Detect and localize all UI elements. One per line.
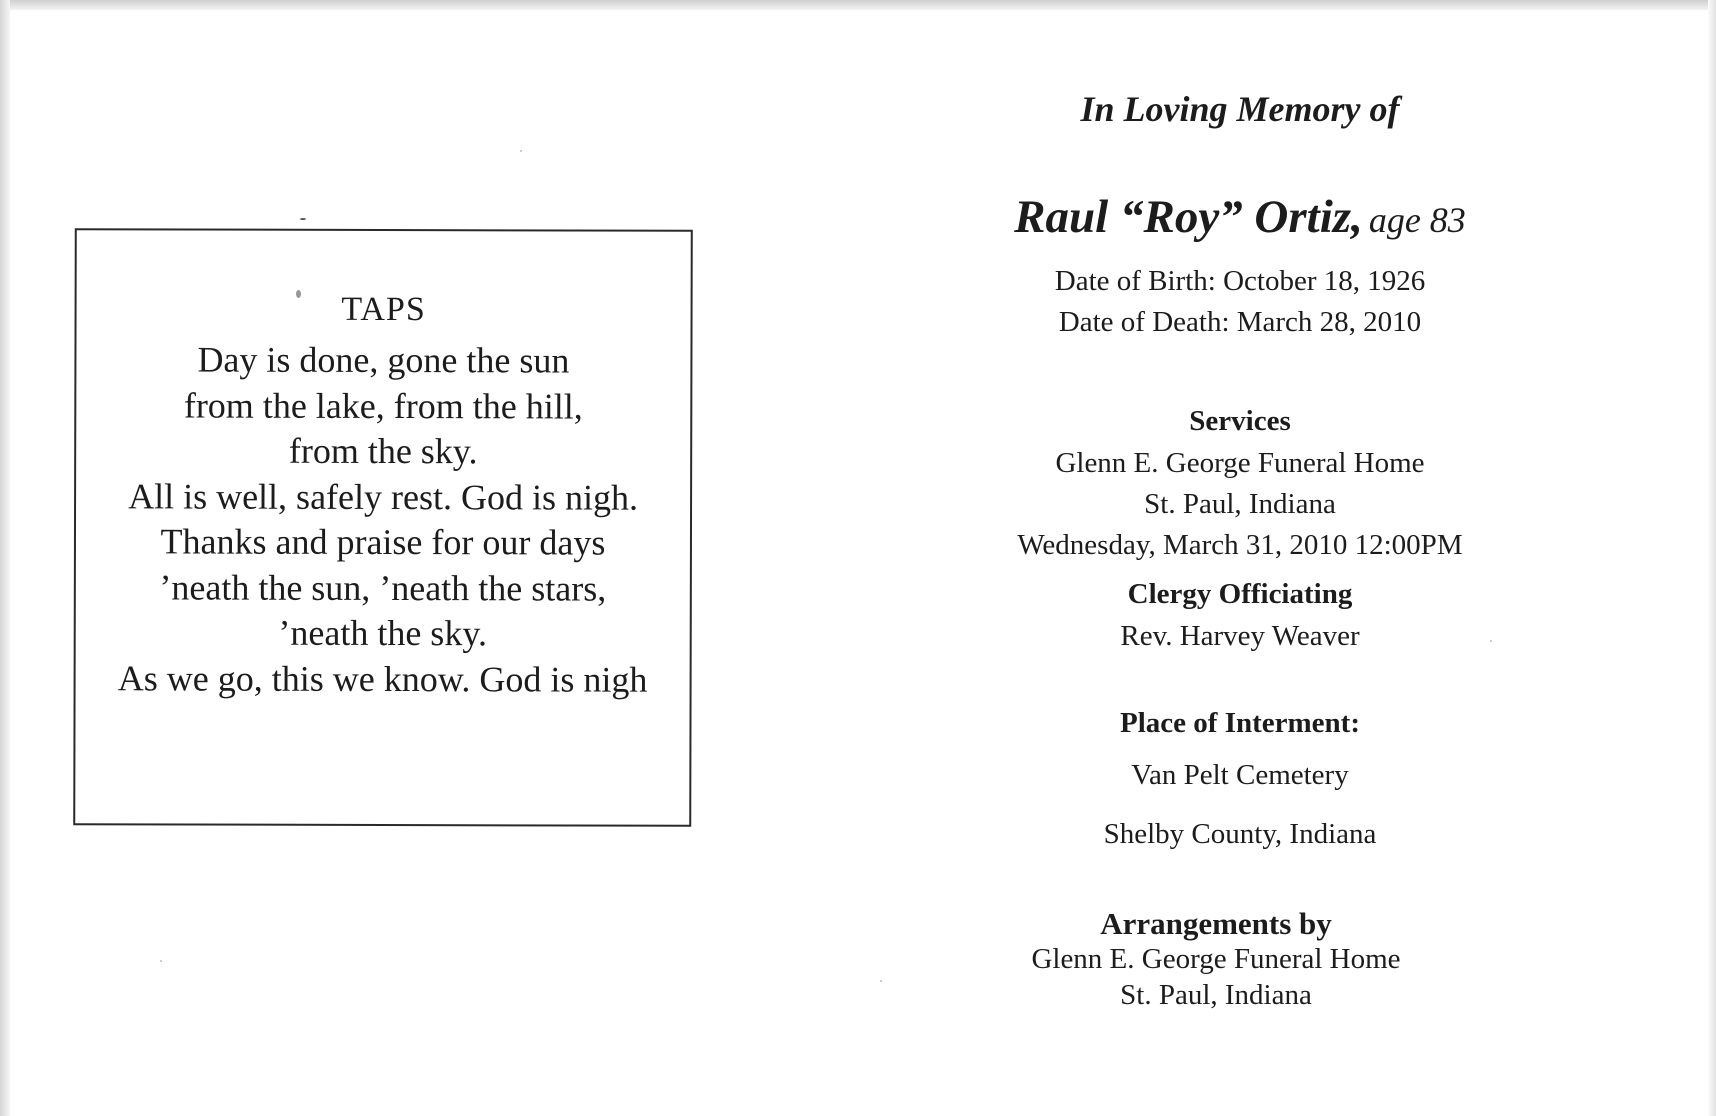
services-heading: Services (1189, 405, 1291, 437)
date-of-death: Date of Death: March 28, 2010 (1058, 306, 1422, 338)
deceased-age: age 83 (1368, 200, 1466, 240)
taps-line: Thanks and praise for our days (160, 521, 606, 563)
deceased-name: Raul “Roy” Ortiz, (1014, 191, 1363, 243)
interment-heading: Place of Interment: (1120, 707, 1360, 739)
arrangements-location: St. Paul, Indiana (1120, 979, 1312, 1011)
services-location: St. Paul, Indiana (1144, 488, 1336, 520)
services-datetime: Wednesday, March 31, 2010 12:00PM (1017, 529, 1463, 561)
interment-cemetery: Van Pelt Cemetery (1131, 759, 1349, 791)
paper-speck (880, 980, 882, 982)
interment-county: Shelby County, Indiana (1103, 818, 1377, 850)
taps-line: As we go, this we know. God is nigh (117, 657, 648, 700)
paper-speck (520, 150, 522, 152)
clergy-name: Rev. Harvey Weaver (1120, 620, 1360, 652)
taps-line: from the sky. (288, 430, 478, 472)
date-of-birth: Date of Birth: October 18, 1926 (1054, 265, 1426, 297)
paper-speck (300, 218, 306, 220)
scan-edge-left (0, 0, 10, 1116)
taps-line: Day is done, gone the sun (197, 339, 570, 381)
memorial-heading: In Loving Memory of (1080, 89, 1400, 129)
services-venue: Glenn E. George Funeral Home (1055, 447, 1425, 479)
clergy-heading: Clergy Officiating (1127, 578, 1353, 610)
taps-line: ’neath the sky. (278, 612, 488, 654)
taps-line: All is well, safely rest. God is nigh. (128, 475, 639, 518)
taps-poem (76, 337, 691, 703)
paper-speck (160, 960, 162, 962)
taps-poem-box (73, 228, 693, 827)
scan-edge-right (1708, 0, 1716, 1116)
taps-line: ’neath the sun, ’neath the stars, (159, 566, 607, 609)
deceased-name-line (940, 190, 1540, 244)
scan-edge-top (0, 0, 1716, 10)
arrangements-heading: Arrangements by (1100, 906, 1332, 941)
taps-line: from the lake, from the hill, (183, 384, 583, 427)
arrangements-venue: Glenn E. George Funeral Home (1031, 943, 1401, 975)
taps-title: TAPS (341, 290, 426, 329)
